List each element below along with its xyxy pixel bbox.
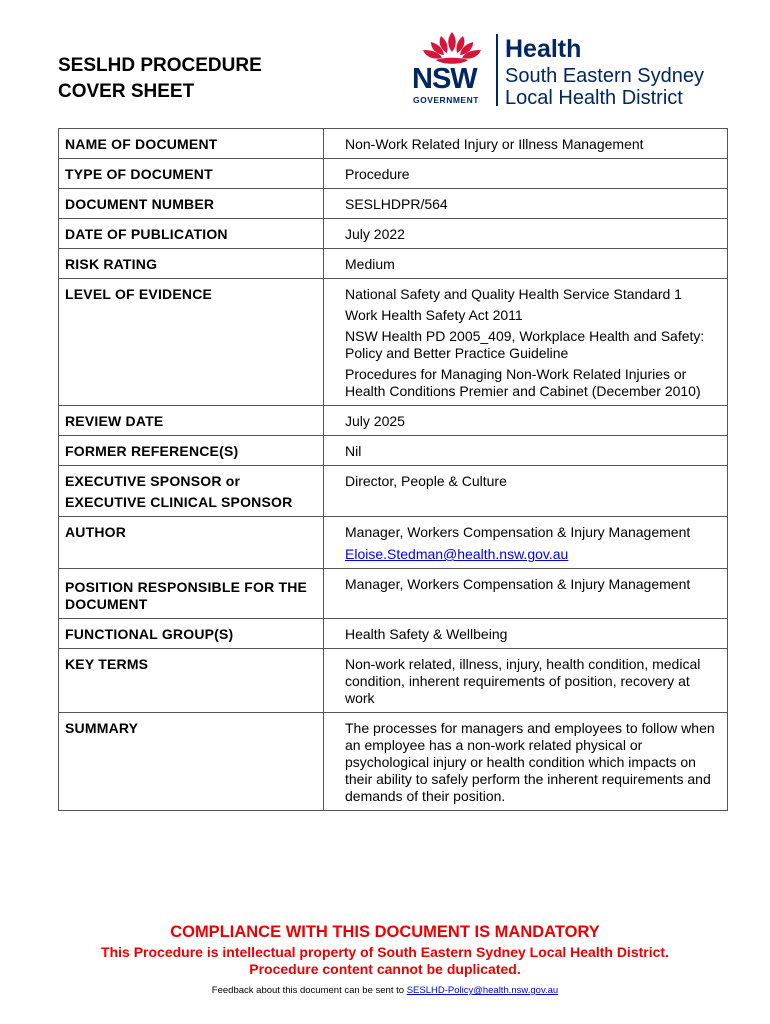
cover-sheet-table	[58, 128, 728, 811]
sponsor-label-line-2: EXECUTIVE CLINICAL SPONSOR	[65, 494, 293, 510]
table-row	[59, 249, 728, 279]
row-label: KEY TERMS	[59, 649, 324, 713]
row-label: FORMER REFERENCE(S)	[59, 436, 324, 466]
table-row	[59, 406, 728, 436]
government-wordmark: GOVERNMENT	[413, 95, 479, 105]
table-row	[59, 189, 728, 219]
review-date-value: July 2025	[324, 406, 728, 436]
former-reference-value: Nil	[324, 436, 728, 466]
table-row	[59, 619, 728, 649]
row-label: AUTHOR	[59, 517, 324, 569]
table-row	[59, 129, 728, 159]
level-of-evidence-value	[324, 279, 728, 406]
feedback-email-link[interactable]: SESLHD-Policy@health.nsw.gov.au	[406, 985, 559, 996]
table-row	[59, 517, 728, 569]
risk-rating-value: Medium	[324, 249, 728, 279]
key-terms-value: Non-work related, illness, injury, health condition, medical condition, inherent requirements of position, recovery at work	[324, 649, 728, 713]
row-label: RISK RATING	[59, 249, 324, 279]
row-label: DOCUMENT NUMBER	[59, 189, 324, 219]
table-row	[59, 279, 728, 406]
summary-value: The processes for managers and employees to follow when an employee has a non-work related physical or psychological injury or health condition which impacts on their ability to safely perform the inherent requirements and demands of their position.	[324, 713, 728, 811]
row-label: REVIEW DATE	[59, 406, 324, 436]
author-value	[324, 517, 728, 569]
row-label	[59, 466, 324, 517]
logo-divider	[496, 34, 498, 106]
document-type-value: Procedure	[324, 159, 728, 189]
row-label: LEVEL OF EVIDENCE	[59, 279, 324, 406]
table-row	[59, 436, 728, 466]
intellectual-property-notice: This Procedure is intellectual property of South Eastern Sydney Local Health District.	[101, 944, 669, 960]
executive-sponsor-value: Director, People & Culture	[324, 466, 728, 517]
position-responsible-value: Manager, Workers Compensation & Injury Management	[324, 569, 728, 619]
row-label: FUNCTIONAL GROUP(S)	[59, 619, 324, 649]
district-name	[505, 65, 704, 109]
table-row	[59, 713, 728, 811]
table-row	[59, 159, 728, 189]
compliance-notice: COMPLIANCE WITH THIS DOCUMENT IS MANDATORY	[170, 923, 600, 941]
district-name-line-2: Local Health District	[505, 87, 683, 109]
evidence-item: Work Health Safety Act 2011	[345, 307, 523, 323]
waratah-flower-icon	[414, 30, 490, 66]
row-label: NAME OF DOCUMENT	[59, 129, 324, 159]
row-label: POSITION RESPONSIBLE FOR THE DOCUMENT	[59, 569, 324, 619]
evidence-item: National Safety and Quality Health Service Standard 1	[345, 286, 682, 302]
feedback-line	[0, 985, 770, 996]
page-title	[58, 53, 262, 105]
document-number-value: SESLHDPR/564	[324, 189, 728, 219]
duplication-notice: Procedure content cannot be duplicated.	[249, 961, 521, 977]
evidence-item: NSW Health PD 2005_409, Workplace Health and Safety: Policy and Better Practice Guideline	[345, 328, 705, 361]
district-name-line-1: South Eastern Sydney	[505, 65, 705, 87]
evidence-item: Procedures for Managing Non-Work Related Injuries or Health Conditions Premier and Cabinet (December 2010)	[345, 366, 701, 399]
table-row	[59, 219, 728, 249]
nsw-health-logo	[408, 30, 738, 110]
row-label: DATE OF PUBLICATION	[59, 219, 324, 249]
functional-group-value: Health Safety & Wellbeing	[324, 619, 728, 649]
page-title-line-2: COVER SHEET	[58, 81, 195, 102]
table-row	[59, 649, 728, 713]
row-label: TYPE OF DOCUMENT	[59, 159, 324, 189]
sponsor-label-line-1: EXECUTIVE SPONSOR or	[65, 473, 241, 489]
feedback-text: Feedback about this document can be sent to	[211, 985, 407, 996]
author-name: Manager, Workers Compensation & Injury Management	[345, 524, 691, 540]
nsw-wordmark: NSW	[412, 63, 477, 95]
table-row	[59, 569, 728, 619]
page-title-line-1: SESLHD PROCEDURE	[58, 55, 262, 76]
row-label: SUMMARY	[59, 713, 324, 811]
publication-date-value: July 2022	[324, 219, 728, 249]
health-wordmark: Health	[505, 35, 582, 63]
author-email-link[interactable]: Eloise.Stedman@health.nsw.gov.au	[345, 546, 569, 562]
table-row	[59, 466, 728, 517]
document-name-value: Non-Work Related Injury or Illness Management	[324, 129, 728, 159]
